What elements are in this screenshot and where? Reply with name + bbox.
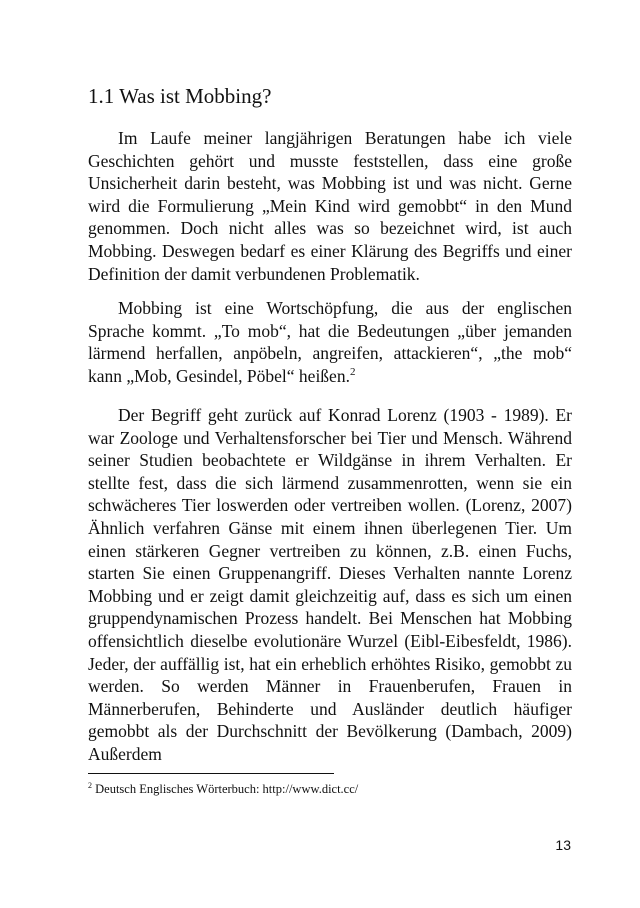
footnote-reference: 2 [349,365,356,378]
footnote [88,781,358,797]
paragraph-3: Der Begriff geht zurück auf Konrad Lorenz (1903 - 1989). Er war Zoologe und Verhaltensforscher bei Tier und Mensch. Während seiner Studien beobachtete er Wildgänse in ihrem Verhalten. Er stellte fest, dass die sich lärmend zusammenrotten, wenn sie ein schwächeres Tier loswerden oder vertreiben wollen. (Lorenz, 2007) Ähnlich verfahren Gänse mit einem ihnen überlegenen Tier. Um einen stärkeren Gegner vertreiben zu können, z.B. einen Fuchs, starten Sie einen Gruppenangriff. Dieses Verhalten nannte Lorenz Mobbing und er zeigt damit gleichzeitig auf, dass es sich um einen gruppendynamischen Prozess handelt. Bei Menschen hat Mobbing offensichtlich dieselbe evolutionäre Wurzel (Eibl-Eibesfeldt, 1986). Jeder, der auffällig ist, hat ein erheblich erhöhtes Risiko, gemobbt zu werden. So werden Männer in Frauenberufen, Frauen in Männerberufen, Behinderte und Ausländer deutlich häufiger gemobbt als der Durchschnitt der Bevölkerung (Dambach, 2009) Außerdem [88,405,572,764]
paragraph-1: Im Laufe meiner langjährigen Beratungen habe ich viele Geschichten gehört und musste feststellen, dass eine große Unsicherheit darin besteht, was Mobbing ist und was nicht. Gerne wird die Formulierung „Mein Kind wird gemobbt“ in den Mund genommen. Doch nicht alles was so bezeichnet wird, ist auch Mobbing. Deswegen bedarf es einer Klärung des Begriffs und einer Definition der damit verbundenen Problematik. [88,128,572,284]
section-heading: 1.1 Was ist Mobbing? [88,84,272,108]
footnote-text: Deutsch Englisches Wörterbuch: http://www.dict.cc/ [95,782,359,797]
page-number: 13 [555,837,571,853]
footnote-divider [88,773,334,774]
paragraph-2-text: Mobbing ist eine Wortschöpfung, die aus der englischen Sprache kommt. „To mob“, hat die Bedeutungen „über jemanden lärmend herfallen, anpöbeln, angreifen, attackieren“, „the mob“ kann „Mob, Gesindel, Pöbel“ heißen. [88,298,572,386]
paragraph-2 [88,297,572,387]
footnote-marker: 2 [88,781,92,790]
